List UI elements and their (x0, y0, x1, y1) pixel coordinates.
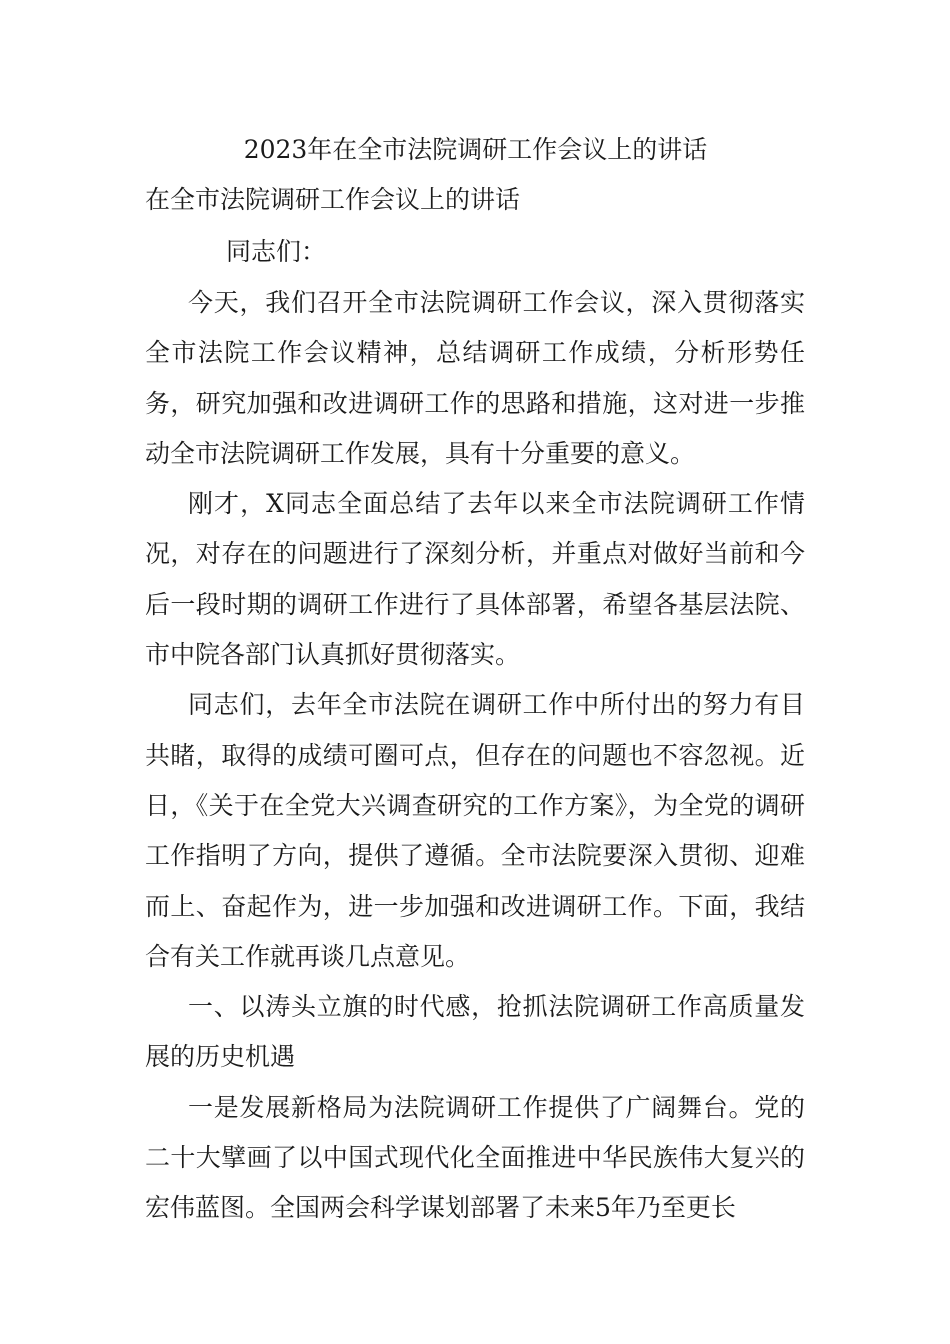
paragraph-point-1: 一是发展新格局为法院调研工作提供了广阔舞台。党的二十大擘画了以中国式现代化全面推进中华民族伟大复兴的宏伟蓝图。全国两会科学谋划部署了未来5年乃至更长 (145, 1092, 805, 1223)
section-heading-1: 一、以涛头立旗的时代感，抢抓法院调研工作高质量发展的历史机遇 (145, 992, 805, 1072)
document-subtitle: 在全市法院调研工作会议上的讲话 (145, 185, 521, 214)
paragraph-opening: 今天，我们召开全市法院调研工作会议，深入贯彻落实全市法院工作会议精神，总结调研工作成绩，分析形势任务，研究加强和改进调研工作的思路和措施，这对进一步推动全市法院调研工作发展，具有十分重要的意义。 (145, 288, 805, 468)
paragraph-context: 同志们，去年全市法院在调研工作中所付出的努力有目共睹，取得的成绩可圈可点，但存在的问题也不容忽视。近日，《关于在全党大兴调查研究的工作方案》，为全党的调研工作指明了方向，提供了遵循。全市法院要深入贯彻、迎难而上、奋起作为，进一步加强和改进调研工作。下面，我结合有关工作就再谈几点意见。 (145, 690, 805, 971)
paragraph-summary: 刚才，X同志全面总结了去年以来全市法院调研工作情况，对存在的问题进行了深刻分析，并重点对做好当前和今后一段时期的调研工作进行了具体部署，希望各基层法院、市中院各部门认真抓好贯彻落实。 (145, 489, 805, 670)
document-title: 2023年在全市法院调研工作会议上的讲话 (243, 135, 708, 164)
document-body (145, 278, 805, 1234)
salutation: 同志们： (226, 237, 327, 266)
